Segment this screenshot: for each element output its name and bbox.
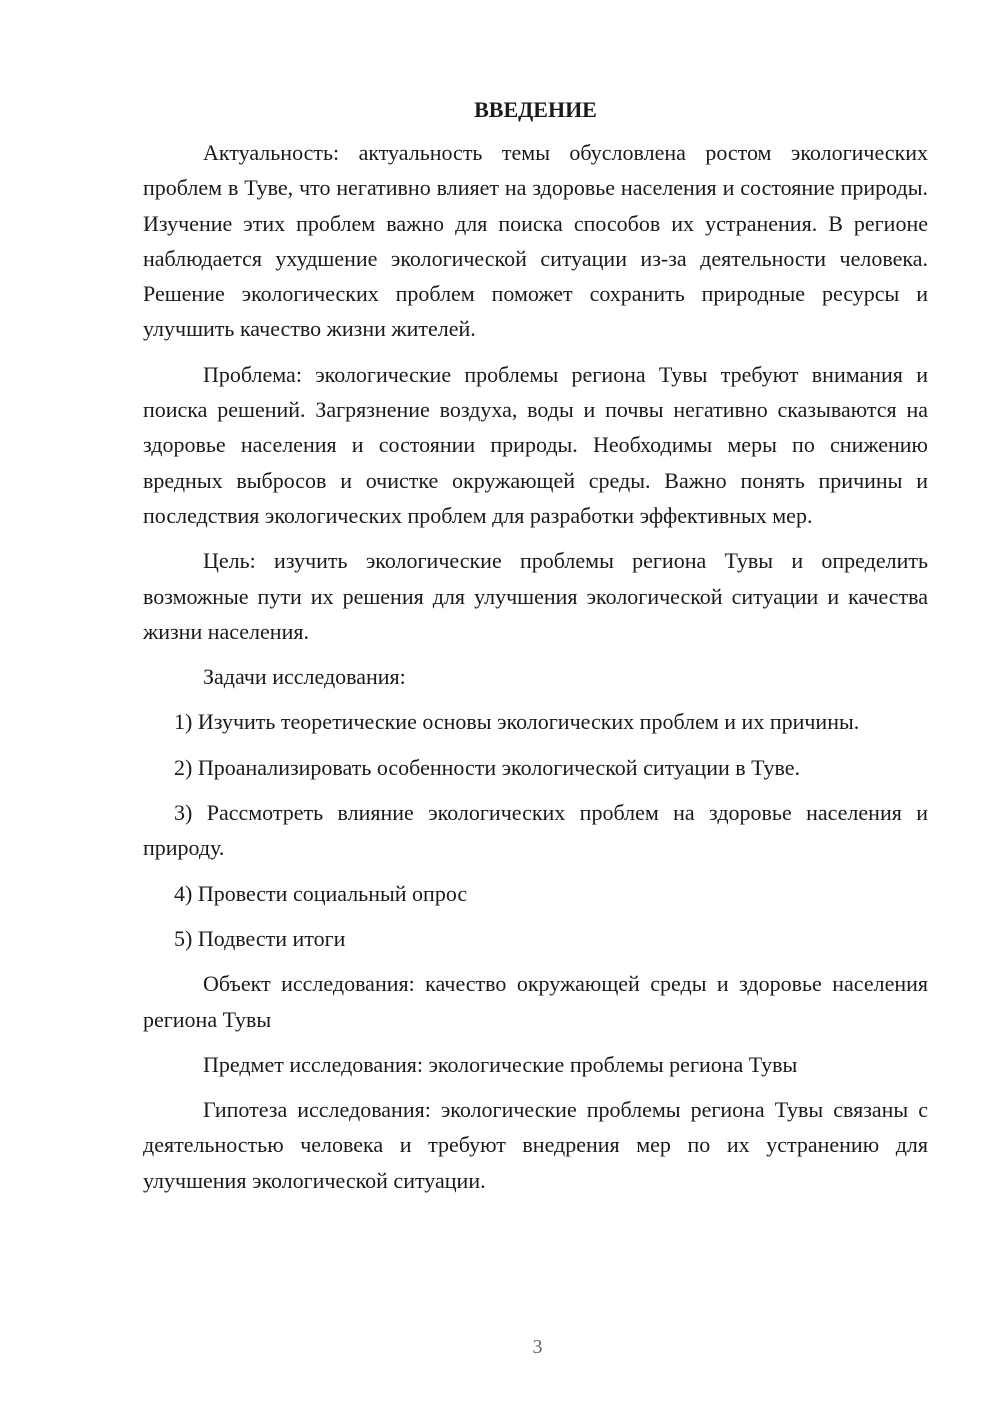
task-item-4: 4) Провести социальный опрос [174, 880, 468, 906]
task-item-1: 1) Изучить теоретические основы экологических проблем и их причины. [174, 709, 860, 735]
task-item-3: 3) Рассмотреть влияние экологических проблем на здоровье населения и природу. [143, 800, 928, 861]
task-item-5: 5) Подвести итоги [174, 925, 346, 951]
task-item-2: 2) Проанализировать особенности экологической ситуации в Туве. [174, 754, 800, 780]
problem-paragraph: Проблема: экологические проблемы региона Тувы требуют внимания и поиска решений. Загрязнение воздуха, воды и почвы негативно сказываются на здоровье населения и состоянии природы. Необходимы меры по снижению вредных выбросов и очистке окружающей среды. Важно понять причины и последствия экологических проблем для разработки эффективных мер. [143, 361, 928, 528]
page-title: ВВЕДЕНИЕ [474, 97, 597, 122]
goal-paragraph: Цель: изучить экологические проблемы региона Тувы и определить возможные пути их решения для улучшения экологической ситуации и качества жизни населения. [143, 548, 928, 644]
object-paragraph: Объект исследования: качество окружающей среды и здоровье населения региона Тувы [143, 971, 928, 1032]
document-page [143, 92, 928, 1198]
relevance-paragraph: Актуальность: актуальность темы обусловлена ростом экологических проблем в Туве, что негативно влияет на здоровье населения и состояние природы. Изучение этих проблем важно для поиска способов их устранения. В регионе наблюдается ухудшение экологической ситуации из-за деятельности человека. Решение экологических проблем поможет сохранить природные ресурсы и улучшить качество жизни жителей. [143, 140, 928, 342]
hypothesis-paragraph: Гипотеза исследования: экологические проблемы региона Тувы связаны с деятельностью человека и требуют внедрения мер по их устранению для улучшения экологической ситуации. [143, 1097, 928, 1193]
subject-paragraph: Предмет исследования: экологические проблемы региона Тувы [203, 1051, 798, 1077]
tasks-heading: Задачи исследования: [203, 664, 406, 690]
page-number: 3 [532, 1336, 543, 1358]
